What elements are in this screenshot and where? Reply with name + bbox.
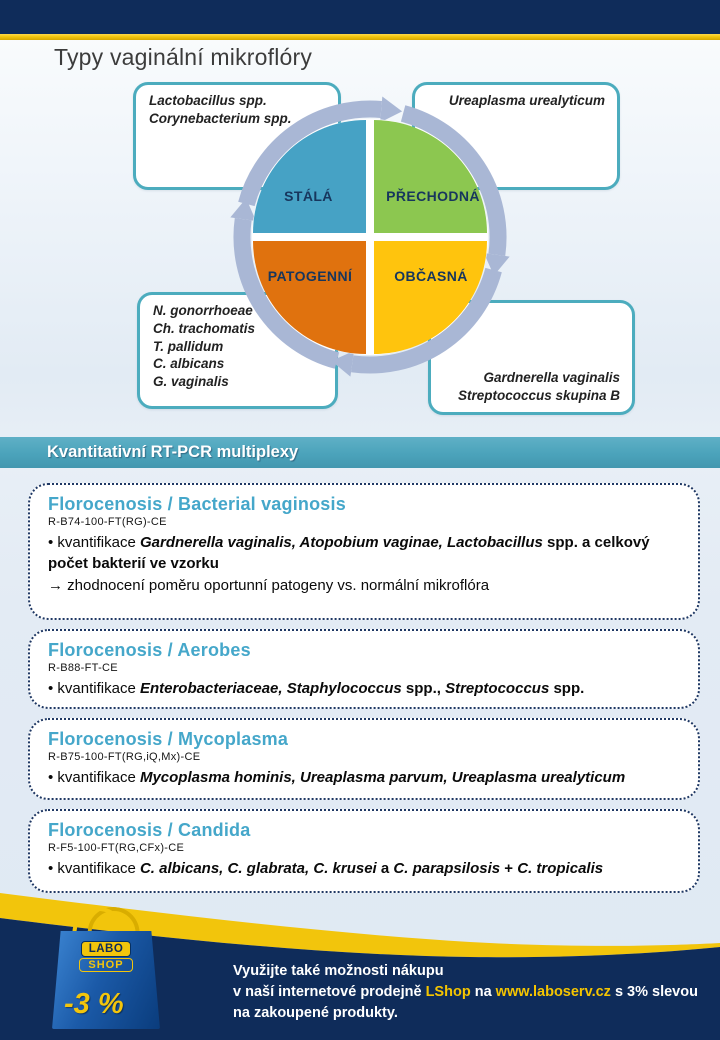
text-segment: a bbox=[376, 860, 394, 878]
laboshop-logo-labo: LABO bbox=[81, 941, 132, 957]
product-card-candida bbox=[28, 809, 700, 893]
microflora-cycle-diagram bbox=[0, 75, 720, 407]
product-description-line bbox=[48, 767, 682, 788]
lshop-link[interactable]: LShop bbox=[425, 984, 471, 1001]
footer-note-line1: Využijte také možnosti nákupu bbox=[233, 963, 444, 979]
quadrant-label-obcasna: OBČASNÁ bbox=[394, 268, 468, 284]
product-description-line bbox=[48, 575, 682, 596]
footer bbox=[0, 885, 720, 1040]
product-title: Florocenosis / Mycoplasma bbox=[48, 729, 289, 750]
text-segment: spp. bbox=[549, 680, 585, 697]
product-description-line bbox=[48, 532, 682, 575]
callout-line: Streptococcus skupina B bbox=[457, 388, 620, 404]
header-accent-stripe bbox=[0, 34, 720, 40]
product-card-aerobes bbox=[28, 629, 700, 709]
text-segment: C. tropicalis bbox=[517, 860, 604, 878]
text-segment: spp., bbox=[401, 680, 446, 697]
text-segment: • kvantifikace bbox=[48, 769, 140, 787]
product-card-mycoplasma bbox=[28, 718, 700, 800]
callout-line: Gardnerella vaginalis bbox=[483, 370, 620, 386]
discount-badge: -3 % bbox=[64, 988, 124, 1020]
shop-bag-icon bbox=[52, 907, 160, 1029]
header-bar bbox=[0, 0, 720, 34]
product-title: Florocenosis / Candida bbox=[48, 820, 251, 841]
callout-line: Ch. trachomatis bbox=[153, 320, 256, 336]
product-title: Florocenosis / Bacterial vaginosis bbox=[48, 494, 346, 514]
quadrant-label-stala: STÁLÁ bbox=[284, 188, 333, 204]
text-segment: s 3% slevou na zakoupené produkty. bbox=[233, 984, 698, 1022]
text-segment: + bbox=[500, 860, 518, 878]
text-segment: → zhodnocení poměru oportunní patogeny vs. normální mikroflóra bbox=[48, 576, 490, 594]
callout-line: Lactobacillus spp. bbox=[149, 93, 267, 108]
text-segment: • kvantifikace bbox=[48, 680, 140, 697]
callout-line: N. gonorrhoeae bbox=[153, 303, 253, 318]
text-segment: • kvantifikace bbox=[48, 860, 140, 878]
laboshop-logo bbox=[52, 939, 160, 972]
footer-note-line2 bbox=[233, 982, 703, 1024]
text-segment: Streptococcus bbox=[445, 680, 550, 697]
product-list bbox=[28, 483, 700, 902]
text-segment: • kvantifikace bbox=[48, 534, 140, 551]
quadrant-label-prechodna: PŘECHODNÁ bbox=[386, 188, 480, 204]
footer-note bbox=[233, 961, 703, 1024]
product-code: R-F5-100-FT(RG,CFx)-CE bbox=[48, 842, 185, 855]
laboserv-link[interactable]: www.laboserv.cz bbox=[495, 984, 611, 1001]
callout-line: Ureaplasma urealyticum bbox=[448, 93, 605, 108]
product-description-line bbox=[48, 678, 682, 699]
callout-line: T. pallidum bbox=[153, 338, 224, 354]
quadrant-label-patogenni: PATOGENNÍ bbox=[267, 268, 353, 284]
product-card-bacterial-vaginosis bbox=[28, 483, 700, 620]
product-description-line bbox=[48, 858, 682, 879]
text-segment: Enterobacteriaceae, Staphylococcus bbox=[139, 680, 402, 697]
section-bar bbox=[0, 437, 720, 468]
text-segment: v naší internetové prodejně bbox=[233, 984, 426, 1001]
callout-line: C. albicans bbox=[153, 356, 225, 372]
section-bar-label: Kvantitativní RT-PCR multiplexy bbox=[47, 443, 299, 461]
text-segment: Gardnerella vaginalis, Atopobium vaginae, Lactobacillus bbox=[139, 534, 543, 551]
text-segment: spp. a celkový počet bakterií ve vzorku bbox=[48, 534, 650, 573]
product-code: R-B88-FT-CE bbox=[48, 662, 118, 674]
callout-line: Corynebacterium spp. bbox=[149, 110, 292, 126]
product-code: R-B74-100-FT(RG)-CE bbox=[48, 516, 167, 528]
text-segment: na bbox=[470, 984, 496, 1001]
page-title: Typy vaginální mikroflóry bbox=[54, 44, 313, 70]
laboshop-logo-shop: SHOP bbox=[79, 958, 133, 972]
text-segment: C. parapsilosis bbox=[393, 860, 501, 878]
text-segment: Mycoplasma hominis, Ureaplasma parvum, Ureaplasma urealyticum bbox=[139, 769, 626, 787]
text-segment: C. albicans, C. glabrata, C. krusei bbox=[139, 860, 377, 878]
product-code: R-B75-100-FT(RG,iQ,Mx)-CE bbox=[48, 751, 201, 764]
callout-line: G. vaginalis bbox=[153, 374, 229, 390]
product-title: Florocenosis / Aerobes bbox=[48, 640, 251, 660]
